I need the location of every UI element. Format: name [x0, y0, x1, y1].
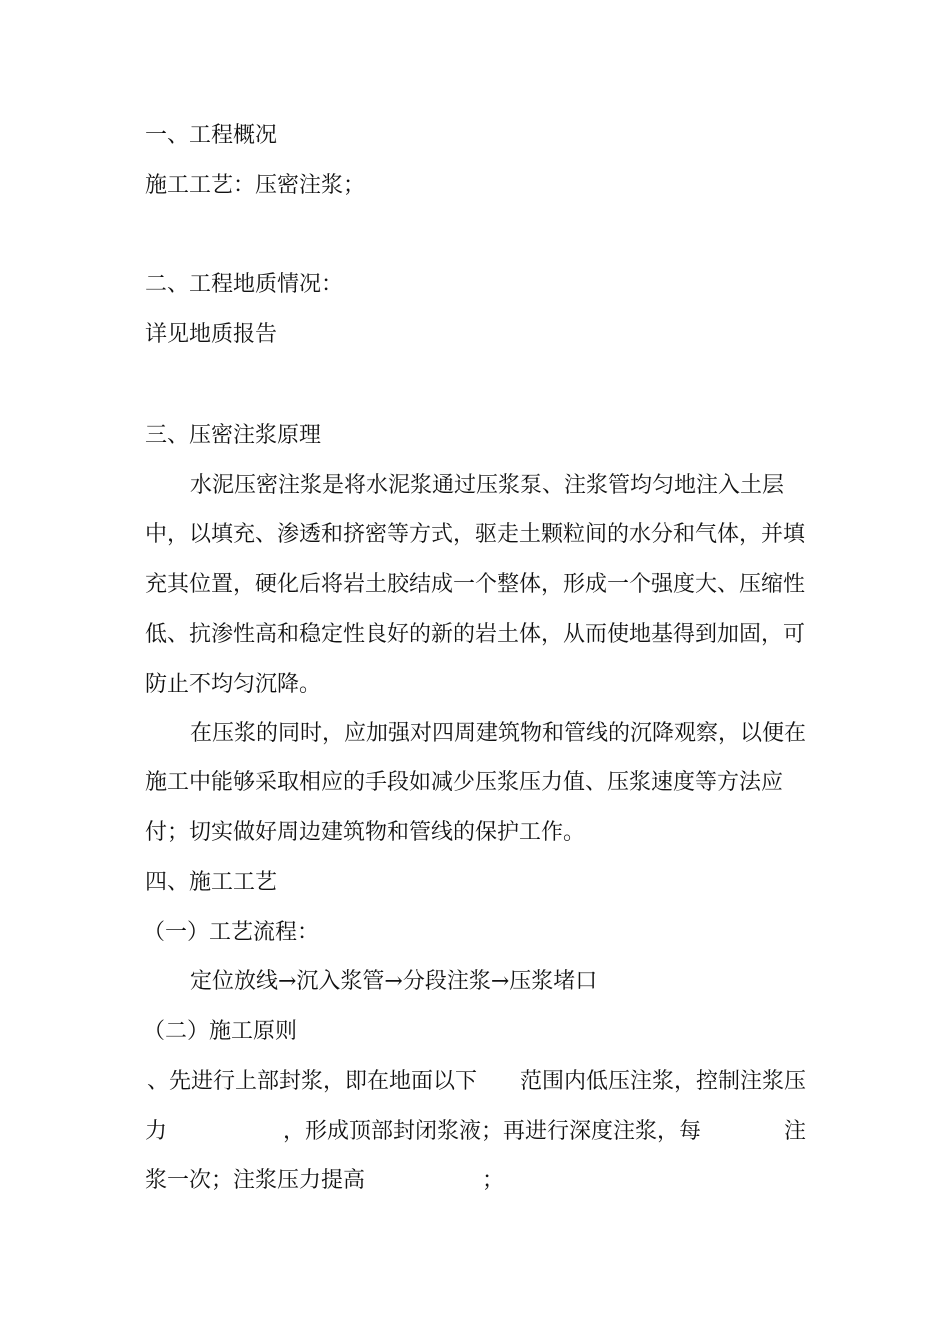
rule-line2-part-c: 注 — [784, 1119, 807, 1144]
subsection-heading-flow: （一）工艺流程： — [143, 920, 320, 945]
section-heading-principle: 三、压密注浆原理 — [145, 423, 322, 448]
rule-line1-part-a: 、先进行上部封浆，即在地面以下 — [147, 1069, 478, 1094]
principle-para1-line4: 低、抗渗性高和稳定性良好的新的岩土体，从而使地基得到加固，可 — [145, 622, 806, 647]
construction-process-line: 施工工艺：压密注浆； — [145, 173, 366, 198]
section-heading-geology: 二、工程地质情况： — [145, 272, 344, 297]
section-heading-overview: 一、工程概况 — [145, 123, 278, 148]
rule-line2-part-b: ，形成顶部封闭浆液；再进行深度注浆，每 — [283, 1119, 702, 1144]
principle-para1-line3: 充其位置，硬化后将岩土胶结成一个整体，形成一个强度大、压缩性 — [145, 572, 806, 597]
rule-line3-part-a: 浆一次；注浆压力提高 — [145, 1168, 366, 1193]
principle-para2-line1: 在压浆的同时，应加强对四周建筑物和管线的沉降观察，以便在 — [190, 721, 807, 746]
process-flow-line: 定位放线→沉入浆管→分段注浆→压浆堵口 — [190, 969, 598, 994]
principle-para1-line5: 防止不均匀沉降。 — [145, 672, 322, 697]
principle-para1-line2: 中，以填充、渗透和挤密等方式，驱走土颗粒间的水分和气体，并填 — [145, 522, 806, 547]
section-heading-process: 四、施工工艺 — [145, 870, 278, 895]
subsection-heading-principles: （二）施工原则 — [143, 1019, 298, 1044]
principle-para2-line3: 付；切实做好周边建筑物和管线的保护工作。 — [145, 820, 586, 845]
rule-line2-part-a: 力 — [145, 1119, 168, 1144]
principle-para2-line2: 施工中能够采取相应的手段如减少压浆压力值、压浆速度等方法应 — [145, 770, 784, 795]
principle-para1-line1: 水泥压密注浆是将水泥浆通过压浆泵、注浆管均匀地注入土层 — [190, 473, 785, 498]
rule-line3-part-b: ； — [482, 1168, 505, 1193]
rule-line1-part-b: 范围内低压注浆，控制注浆压 — [520, 1069, 807, 1094]
geology-report-line: 详见地质报告 — [145, 322, 278, 347]
